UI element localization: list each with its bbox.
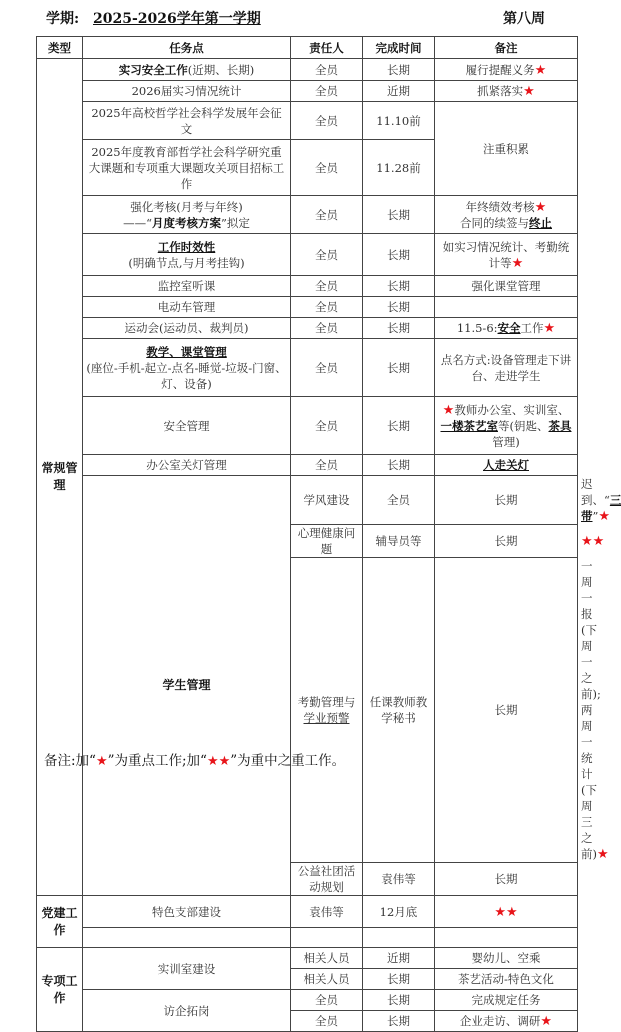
table-row [37, 990, 578, 1011]
task-cell: 电动车管理 [83, 297, 291, 318]
deadline-cell: 长期 [363, 234, 435, 276]
term-label: 学期: [46, 11, 80, 27]
table-row [37, 928, 578, 948]
category-student: 学生管理 [83, 476, 291, 896]
table-row: 学生管理 学风建设 全员 长期 迟到、“三带”★ [37, 476, 578, 525]
note-cell: 年终绩效考核★ 合同的续签与终止 [435, 196, 578, 234]
task-cell [83, 928, 291, 948]
owner-cell: 全员 [291, 297, 363, 318]
owner-cell: 全员 [291, 59, 363, 81]
deadline-cell: 长期 [363, 297, 435, 318]
owner-cell: 任课教师教学秘书 [363, 558, 435, 863]
owner-cell: 全员 [291, 276, 363, 297]
owner-cell: 相关人员 [291, 969, 363, 990]
owner-cell [291, 928, 363, 948]
note-cell: 强化课堂管理 [435, 276, 578, 297]
owner-cell: 全员 [291, 318, 363, 339]
task-cell: 公益社团活动规划 [291, 863, 363, 896]
owner-cell: 全员 [291, 102, 363, 140]
owner-cell: 全员 [291, 455, 363, 476]
star-icon: ★ [598, 509, 611, 524]
task-cell: 考勤管理与学业预警 [291, 558, 363, 863]
task-cell: 工作时效性 (明确节点,与月考挂钩) [83, 234, 291, 276]
deadline-cell: 近期 [363, 81, 435, 102]
task-table [36, 36, 621, 1032]
table-row [37, 297, 578, 318]
owner-cell: 全员 [291, 339, 363, 397]
deadline-cell: 近期 [363, 948, 435, 969]
note-cell: 履行提醒义务★ [435, 59, 578, 81]
task-cell: 心理健康问题 [291, 525, 363, 558]
note-cell [435, 297, 578, 318]
owner-cell: 全员 [291, 990, 363, 1011]
week-label: 第八周 [503, 11, 545, 27]
note-cell: ★教师办公室、实训室、一楼茶艺室等(钥匙、茶具管理) [435, 397, 578, 455]
owner-cell: 袁伟等 [363, 863, 435, 896]
table-row [37, 896, 578, 928]
task-cell: 访企拓岗 [83, 990, 291, 1032]
task-cell: 教学、课堂管理 (座位-手机-起立-点名-睡觉-垃圾-门窗、灯、设备) [83, 339, 291, 397]
task-cell: 2025年高校哲学社会科学发展年会征文 [83, 102, 291, 140]
task-cell: 特色支部建设 [83, 896, 291, 928]
note-cell: 完成规定任务 [435, 990, 578, 1011]
deadline-cell: 长期 [363, 339, 435, 397]
task-cell: 强化考核(月考与年终) ——“月度考核方案”拟定 [83, 196, 291, 234]
owner-cell: 全员 [291, 234, 363, 276]
task-cell: 2025年度教育部哲学社会科学研究重大课题和专项重大课题攻关项目招标工作 [83, 140, 291, 196]
star-icon: ★ [597, 847, 609, 862]
note-cell [435, 928, 578, 948]
star-icon: ★ [534, 62, 547, 78]
table-row [37, 948, 578, 969]
owner-cell: 全员 [291, 397, 363, 455]
star-icon: ★ [511, 255, 524, 271]
deadline-cell: 11.28前 [363, 140, 435, 196]
deadline-cell: 长期 [435, 476, 578, 525]
deadline-cell: 长期 [363, 455, 435, 476]
double-star-icon: ★★ [206, 754, 231, 769]
deadline-cell [363, 928, 435, 948]
owner-cell: 相关人员 [291, 948, 363, 969]
table-row: 考勤管理与学业预警 任课教师教学秘书 长期 一周一报(下周一之前);两周一统计(下周三之前)★ [37, 558, 578, 863]
table-row [37, 102, 578, 140]
table-row [37, 59, 578, 81]
owner-cell: 辅导员等 [363, 525, 435, 558]
deadline-cell: 11.10前 [363, 102, 435, 140]
term-value: 2025-2026学年第一学期 [93, 11, 261, 27]
deadline-cell: 长期 [363, 196, 435, 234]
table-row [37, 81, 578, 102]
table-row [37, 455, 578, 476]
star-icon: ★ [523, 84, 535, 99]
deadline-cell: 长期 [363, 1011, 435, 1032]
owner-cell: 全员 [291, 81, 363, 102]
page-header [0, 0, 612, 34]
star-icon: ★ [534, 199, 547, 215]
table-row [37, 276, 578, 297]
table-row [37, 339, 578, 397]
note-cell: 点名方式:设备管理走下讲台、走进学生 [435, 339, 578, 397]
table-header-row [37, 37, 578, 59]
note-cell: 11.5-6:安全工作★ [435, 318, 578, 339]
header-task: 任务点 [83, 37, 291, 59]
note-cell: 人走关灯 [435, 455, 578, 476]
header-deadline: 完成时间 [363, 37, 435, 59]
task-cell: 学风建设 [291, 476, 363, 525]
owner-cell: 全员 [363, 476, 435, 525]
note-cell: 企业走访、调研★ [435, 1011, 578, 1032]
table-row [37, 318, 578, 339]
star-icon: ★ [95, 754, 108, 769]
owner-cell: 全员 [291, 140, 363, 196]
note-cell: 注重积累 [435, 102, 578, 196]
owner-cell: 全员 [291, 196, 363, 234]
task-cell: 办公室关灯管理 [83, 455, 291, 476]
star-icon: ★ [543, 321, 556, 336]
note-cell: 抓紧落实★ [435, 81, 578, 102]
category-regular: 常规管理 [37, 59, 83, 896]
star-icon: ★ [442, 402, 455, 418]
note-cell: 如实习情况统计、考勤统计等★ [435, 234, 578, 276]
task-cell: 2026届实习情况统计 [83, 81, 291, 102]
deadline-cell: 长期 [363, 318, 435, 339]
double-star-icon: ★★ [494, 904, 518, 920]
deadline-cell: 长期 [363, 990, 435, 1011]
table-row [37, 397, 578, 455]
note-cell: 婴幼儿、空乘 [435, 948, 578, 969]
header-type: 类型 [37, 37, 83, 59]
table-row [37, 196, 578, 234]
deadline-cell: 长期 [435, 525, 578, 558]
deadline-cell: 长期 [363, 59, 435, 81]
star-icon: ★ [540, 1014, 553, 1029]
deadline-cell: 12月底 [363, 896, 435, 928]
owner-cell: 全员 [291, 1011, 363, 1032]
owner-cell: 袁伟等 [291, 896, 363, 928]
task-cell: 监控室听课 [83, 276, 291, 297]
deadline-cell: 长期 [435, 558, 578, 863]
deadline-cell: 长期 [435, 863, 578, 896]
task-cell: 实习安全工作(近期、长期) [83, 59, 291, 81]
header-owner: 责任人 [291, 37, 363, 59]
category-party: 党建工作 [37, 896, 83, 948]
task-cell: 安全管理 [83, 397, 291, 455]
double-star-icon: ★★ [581, 534, 605, 549]
task-cell: 实训室建设 [83, 948, 291, 990]
note-cell [435, 896, 578, 928]
deadline-cell: 长期 [363, 397, 435, 455]
legend-note: 备注:加“★”为重点工作;加“★★”为重中之重工作。 [44, 753, 346, 769]
task-cell: 运动会(运动员、裁判员) [83, 318, 291, 339]
note-cell: 茶艺活动-特色文化 [435, 969, 578, 990]
table-row [37, 234, 578, 276]
deadline-cell: 长期 [363, 276, 435, 297]
deadline-cell: 长期 [363, 969, 435, 990]
header-note: 备注 [435, 37, 578, 59]
category-special: 专项工作 [37, 948, 83, 1032]
